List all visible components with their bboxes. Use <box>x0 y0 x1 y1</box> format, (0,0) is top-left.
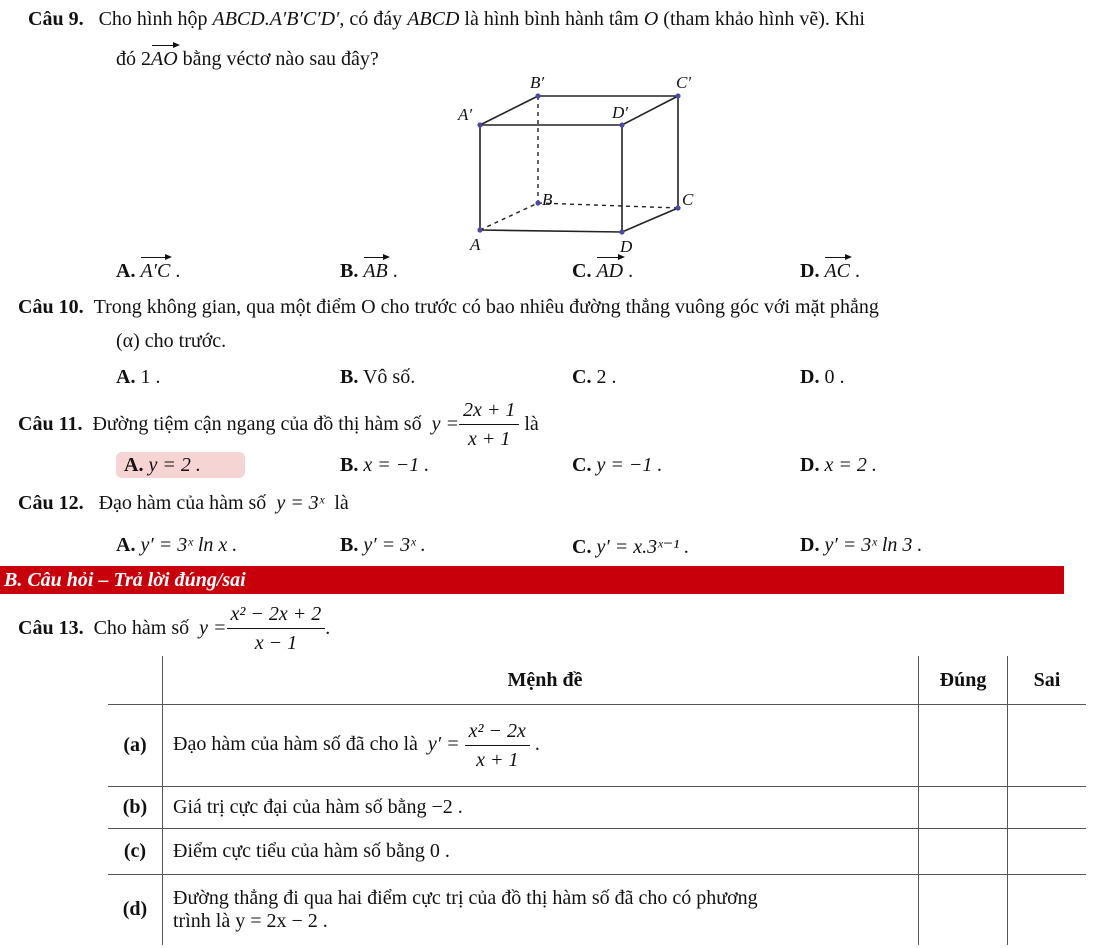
q13-line1 <box>18 602 330 655</box>
vertex-label-a: A <box>470 235 481 254</box>
q9-line2-a: đó <box>116 48 141 70</box>
option-vector: AC <box>824 254 850 283</box>
option-vector: A′C <box>140 254 170 283</box>
option-letter: B. <box>340 454 359 476</box>
q13-func-lhs: y = <box>199 617 227 639</box>
option-text: 1 . <box>140 366 161 388</box>
row-id: (d) <box>108 875 163 945</box>
option-text: Vô số. <box>362 366 416 388</box>
option-end: . <box>850 260 861 282</box>
option-text: y′ = 3ˣ . <box>363 534 426 556</box>
answer-highlight <box>116 452 245 478</box>
table-header-row <box>108 656 1086 705</box>
option-text: 0 . <box>824 366 845 388</box>
vertex-label-dp: D′ <box>612 103 628 122</box>
table-header-true: Đúng <box>919 656 1008 705</box>
option-vector: AB <box>363 254 387 283</box>
q12-option-d[interactable] <box>800 534 922 557</box>
q9-text-d: (tham khảo hình vẽ). Khi <box>658 8 865 30</box>
q12-line1 <box>18 492 349 515</box>
option-letter: B. <box>340 534 359 556</box>
option-end: . <box>170 260 181 282</box>
option-text: y′ = 3ˣ ln 3 . <box>824 534 923 556</box>
vertex-label-bp: B′ <box>530 73 545 92</box>
option-text: y′ = 3ˣ ln x . <box>140 534 238 556</box>
option-letter: C. <box>572 366 592 388</box>
option-text: 2 . <box>596 366 617 388</box>
true-checkbox-cell[interactable] <box>919 829 1008 875</box>
vertex-label-b: B <box>542 190 553 209</box>
row-lhs: y′ = <box>427 733 460 756</box>
option-letter: B. <box>340 366 359 388</box>
vertex-label-ap: A′ <box>458 105 473 124</box>
q12-option-b[interactable] <box>340 534 426 557</box>
row-statement: Điểm cực tiểu của hàm số bằng 0 . <box>163 829 919 875</box>
q9-text: Cho hình hộp <box>98 8 213 30</box>
q11-line1 <box>18 398 539 451</box>
q9-vector-ao: AO <box>151 42 178 71</box>
q9-coef: 2 <box>141 48 151 70</box>
q10-text: Trong không gian, qua một điểm O cho trước có bao nhiêu đường thẳng vuông góc với mặt phẳng <box>93 296 879 318</box>
false-checkbox-cell[interactable] <box>1008 875 1087 945</box>
option-letter: D. <box>800 260 820 282</box>
table-row <box>108 829 1086 875</box>
q11-label: Câu 11. <box>18 413 83 435</box>
table-header-id <box>108 656 163 705</box>
q11-text: Đường tiệm cận ngang của đồ thị hàm số <box>92 413 422 435</box>
q10-option-a[interactable] <box>116 366 160 389</box>
q9-line2-b: bằng véctơ nào sau đây? <box>177 48 379 70</box>
row-statement: Giá trị cực đại của hàm số bằng −2 . <box>163 787 919 829</box>
q13-tail: . <box>325 617 331 639</box>
q13-numerator: x² − 2x + 2 <box>227 602 326 629</box>
row-text: Đạo hàm của hàm số đã cho là <box>173 733 418 756</box>
q9-label: Câu 9. <box>28 8 84 30</box>
table-row <box>108 875 1086 945</box>
row-text-line2: trình là y = 2x − 2 . <box>173 909 328 932</box>
table-row <box>108 705 1086 787</box>
false-checkbox-cell[interactable] <box>1008 787 1087 829</box>
q9-text-c: là hình bình hành tâm <box>459 8 644 30</box>
row-id: (b) <box>108 787 163 829</box>
q9-box-name: ABCD.A′B′C′D′ <box>212 8 340 30</box>
q13-fraction <box>227 602 326 655</box>
section-header: B. Câu hỏi – Trả lời đúng/sai <box>0 566 1064 594</box>
q9-base: ABCD <box>407 8 460 30</box>
option-text: x = −1 . <box>363 454 430 476</box>
q10-line1 <box>18 296 879 319</box>
row-statement <box>163 705 919 787</box>
option-letter: C. <box>572 260 592 282</box>
q11-option-b[interactable] <box>340 454 429 477</box>
row-tail: . <box>534 733 540 756</box>
q9-line2 <box>116 42 379 71</box>
q11-tail: là <box>524 413 539 435</box>
vertex-label-d: D <box>620 237 633 256</box>
q11-func-lhs: y = <box>431 413 459 435</box>
row-statement <box>163 875 919 945</box>
q13-label: Câu 13. <box>18 617 84 639</box>
q10-option-d[interactable] <box>800 366 844 389</box>
option-letter: A. <box>116 534 136 556</box>
q12-tail: là <box>334 492 349 514</box>
q10-option-c[interactable] <box>572 366 616 389</box>
option-text: y = −1 . <box>596 454 663 476</box>
option-letter: D. <box>800 366 820 388</box>
row-text-line1: Đường thẳng đi qua hai điểm cực trị của đồ thị hàm số đã cho có phương <box>173 886 758 909</box>
q11-option-c[interactable] <box>572 454 662 477</box>
q13-text: Cho hàm số <box>93 617 190 639</box>
row-id: (a) <box>108 705 163 787</box>
q10-line2: (α) cho trước. <box>116 330 227 352</box>
q11-fraction <box>459 398 519 451</box>
option-text: y = 2 . <box>148 454 201 476</box>
vertex-label-c: C <box>682 190 694 209</box>
option-letter: A. <box>124 454 144 476</box>
option-letter: A. <box>116 260 136 282</box>
q9-line1 <box>28 8 865 31</box>
option-letter: C. <box>572 536 592 558</box>
true-false-table <box>108 656 1086 945</box>
row-fraction <box>465 719 530 772</box>
q12-label: Câu 12. <box>18 492 84 514</box>
q12-option-c[interactable] <box>572 534 689 559</box>
true-checkbox-cell[interactable] <box>919 705 1008 787</box>
true-checkbox-cell[interactable] <box>919 875 1008 945</box>
option-end: . <box>387 260 398 282</box>
option-letter: C. <box>572 454 592 476</box>
q11-option-d[interactable] <box>800 454 877 477</box>
q9-center: O <box>643 8 659 30</box>
vertex-label-cp: C′ <box>676 73 692 92</box>
q13-denominator: x − 1 <box>254 632 298 654</box>
q11-option-a[interactable] <box>116 454 245 477</box>
option-letter: B. <box>340 260 359 282</box>
option-vector: AD <box>596 254 623 283</box>
q9-option-d[interactable] <box>800 254 860 283</box>
option-end: . <box>623 260 634 282</box>
true-checkbox-cell[interactable] <box>919 787 1008 829</box>
row-numerator: x² − 2x <box>465 719 530 746</box>
q12-func: y = 3ˣ <box>276 492 325 514</box>
q9-option-c[interactable] <box>572 254 633 283</box>
table-row <box>108 787 1086 829</box>
false-checkbox-cell[interactable] <box>1008 705 1087 787</box>
option-letter: A. <box>116 366 136 388</box>
q9-option-b[interactable] <box>340 254 398 283</box>
row-denominator: x + 1 <box>476 749 519 771</box>
q10-option-b[interactable] <box>340 366 415 389</box>
q9-option-a[interactable] <box>116 254 180 283</box>
option-letter: D. <box>800 454 820 476</box>
q10-label: Câu 10. <box>18 296 84 318</box>
q11-numerator: 2x + 1 <box>459 398 519 425</box>
table-header-statement: Mệnh đề <box>163 656 919 705</box>
parallelepiped-figure <box>450 72 720 262</box>
q11-denominator: x + 1 <box>467 428 511 450</box>
table-header-false: Sai <box>1008 656 1087 705</box>
row-id: (c) <box>108 829 163 875</box>
option-text: y′ = x.3ˣ⁻¹ . <box>596 536 690 558</box>
q12-text: Đạo hàm của hàm số <box>98 492 267 514</box>
q12-option-a[interactable] <box>116 534 237 557</box>
option-text: x = 2 . <box>824 454 877 476</box>
q9-text-b: , có đáy <box>339 8 408 30</box>
option-letter: D. <box>800 534 820 556</box>
false-checkbox-cell[interactable] <box>1008 829 1087 875</box>
